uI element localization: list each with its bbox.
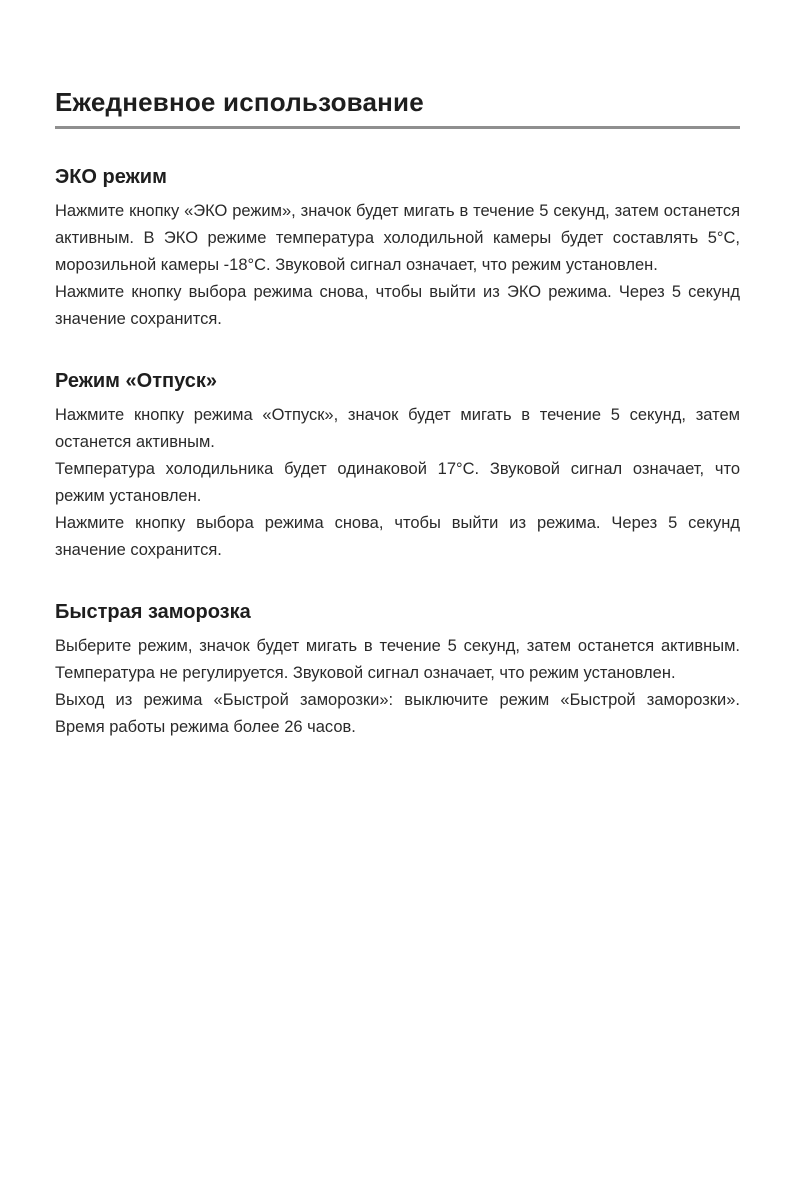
section-heading-fast-freeze: Быстрая заморозка bbox=[55, 600, 251, 623]
paragraph: Нажмите кнопку режима «Отпуск», значок будет мигать в течение 5 секунд, затем останется активным. bbox=[55, 405, 740, 451]
paragraph: Нажмите кнопку выбора режима снова, чтобы выйти из ЭКО режима. Через 5 секунд значение сохранится. bbox=[55, 282, 740, 328]
paragraph: Температура холодильника будет одинаковой 17°С. Звуковой сигнал означает, что режим установлен. bbox=[55, 459, 740, 505]
section-heading-vacation-mode: Режим «Отпуск» bbox=[55, 369, 217, 392]
paragraph: Нажмите кнопку «ЭКО режим», значок будет мигать в течение 5 секунд, затем останется активным. В ЭКО режиме температура холодильной камеры будет составлять 5°С, морозильной камеры -18°С. Звуковой сигнал означает, что режим установлен. bbox=[55, 201, 740, 274]
title-rule bbox=[55, 126, 740, 129]
section-heading-eco-mode: ЭКО режим bbox=[55, 165, 167, 188]
section-eco-mode bbox=[55, 165, 740, 333]
page-title: Ежедневное использование bbox=[55, 87, 424, 117]
paragraph: Выход из режима «Быстрой заморозки»: выключите режим «Быстрой заморозки». Время работы режима более 26 часов. bbox=[55, 690, 740, 736]
section-fast-freeze bbox=[55, 600, 740, 741]
paragraph: Нажмите кнопку выбора режима снова, чтобы выйти из режима. Через 5 секунд значение сохранится. bbox=[55, 513, 740, 559]
paragraph: Выберите режим, значок будет мигать в течение 5 секунд, затем останется активным. Температура не регулируется. Звуковой сигнал означает, что режим установлен. bbox=[55, 636, 740, 682]
section-vacation-mode bbox=[55, 369, 740, 564]
